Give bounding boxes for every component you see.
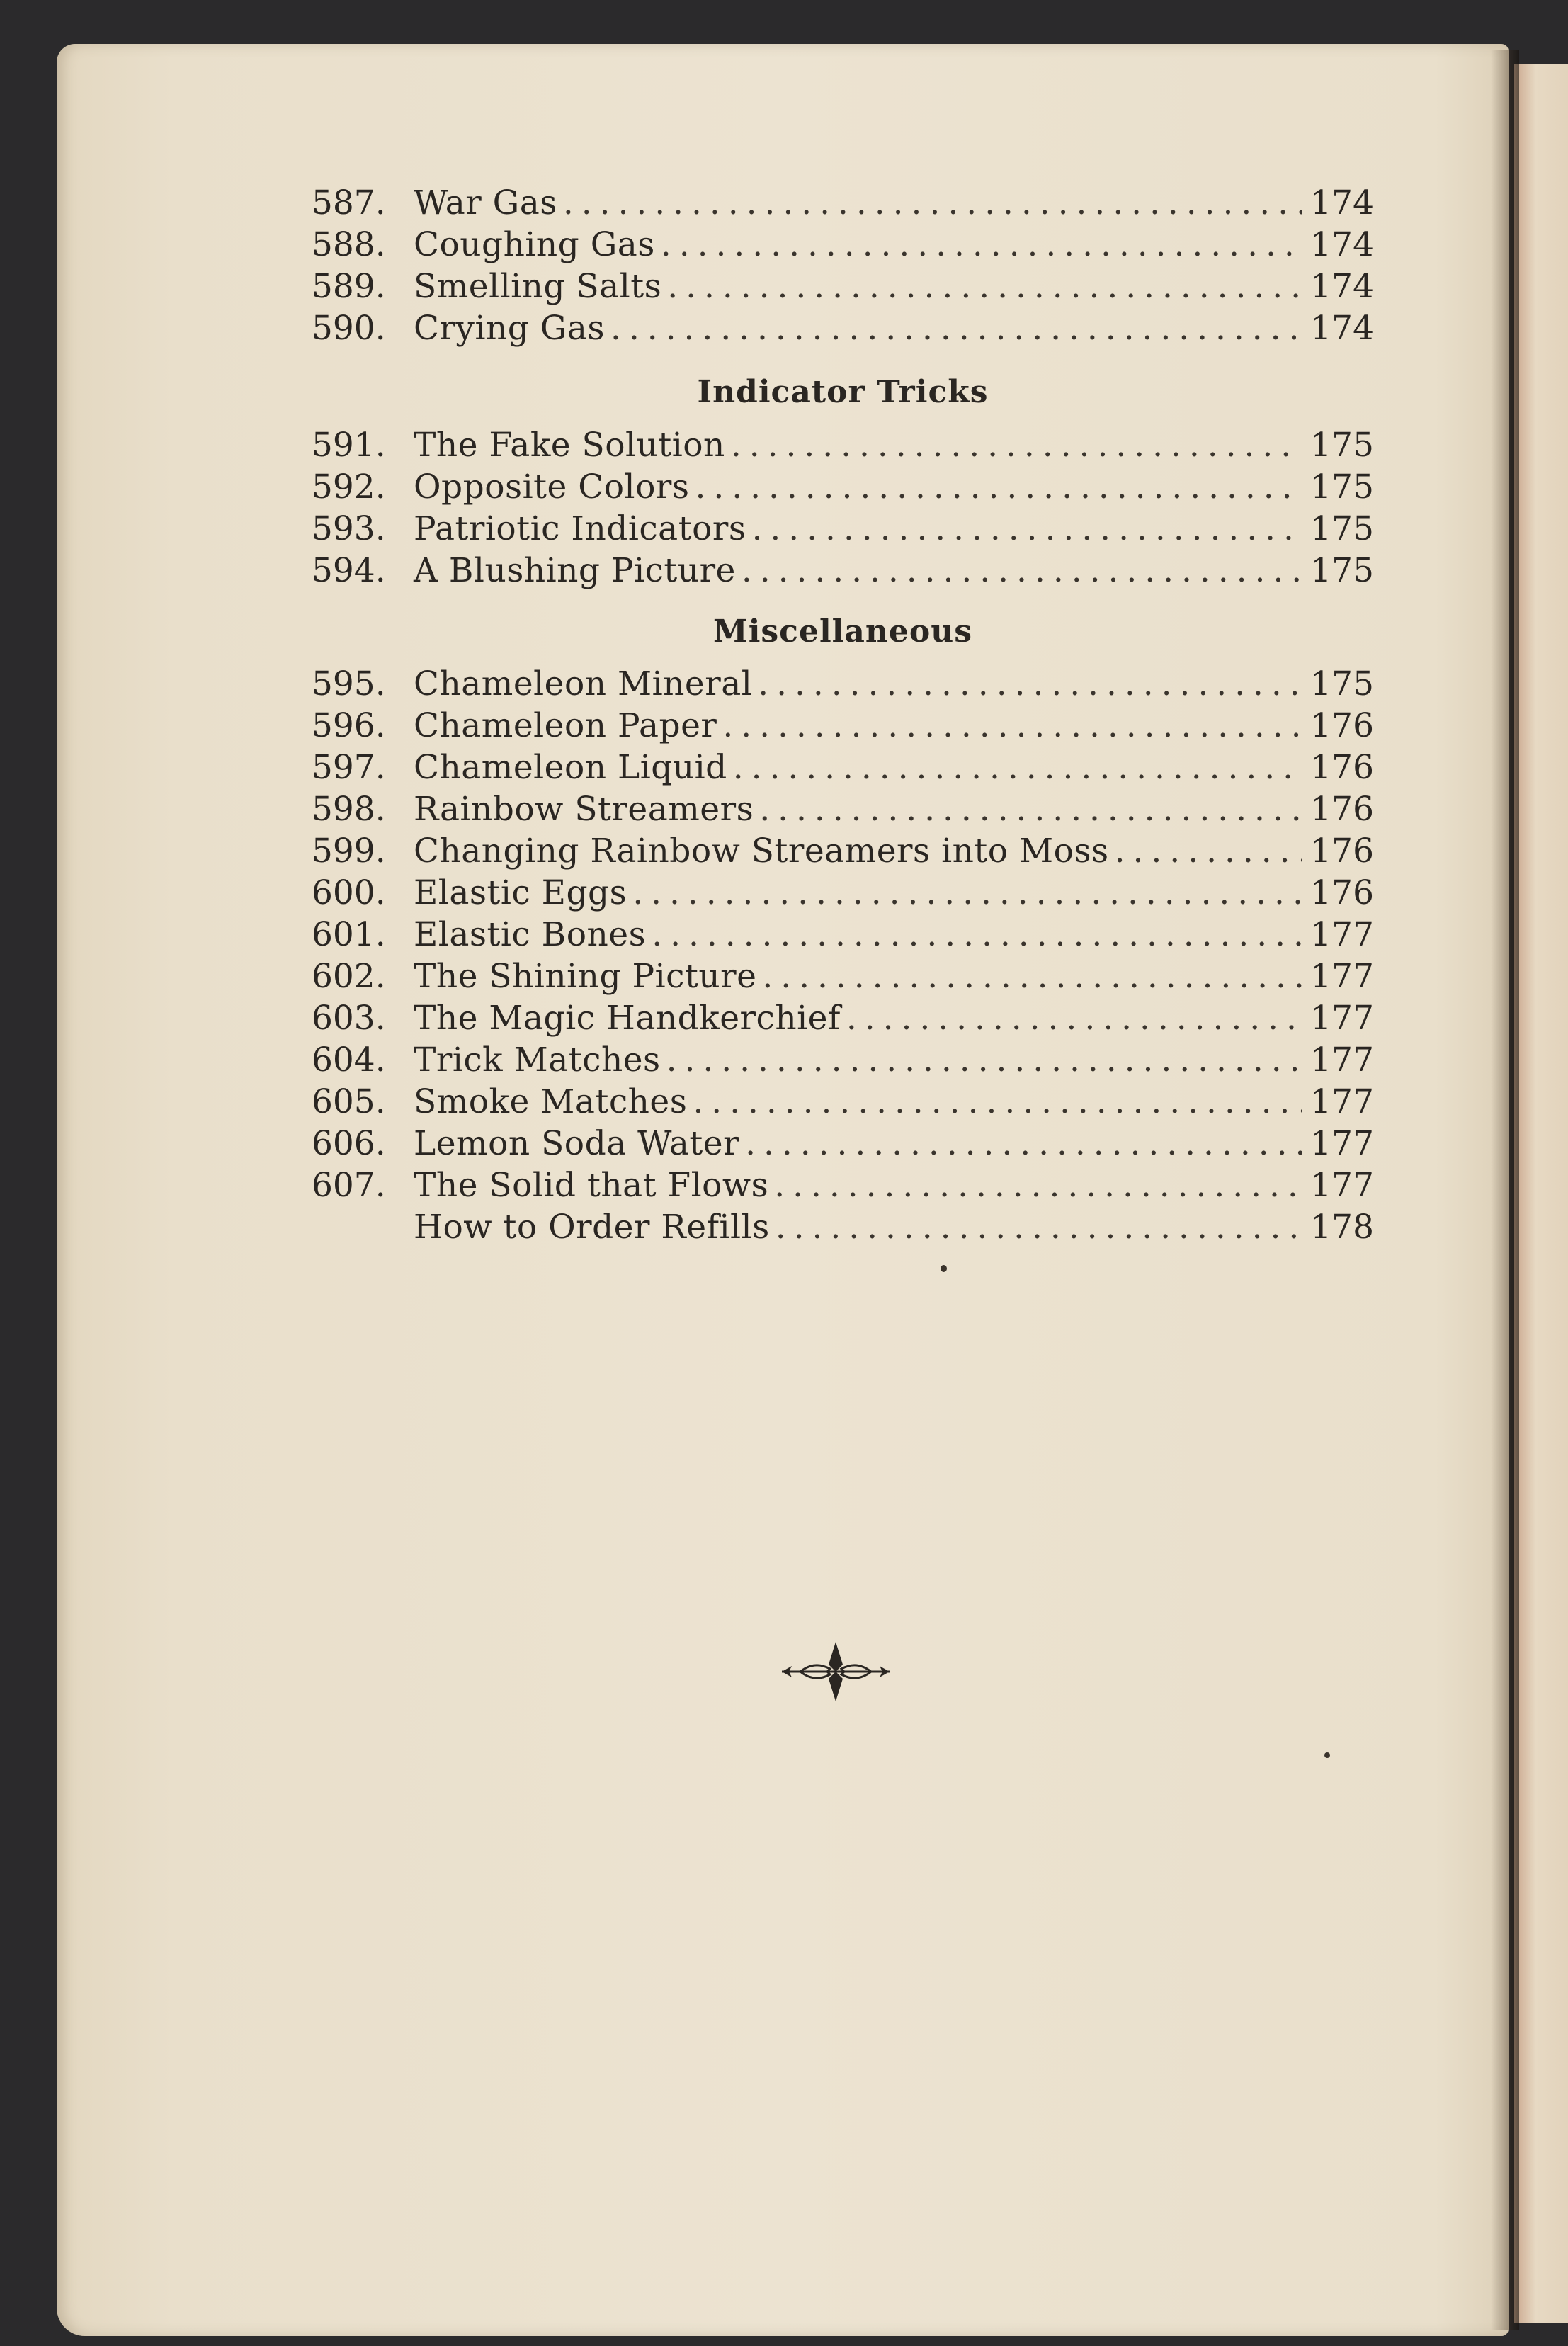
entry-number: 588.	[312, 225, 386, 264]
dot-leader	[563, 183, 1302, 224]
entry-page-number: 177	[1310, 1082, 1374, 1121]
entry-title: The Magic Handkerchief	[414, 999, 841, 1038]
toc-entry	[312, 914, 1374, 956]
dot-leader	[751, 509, 1302, 550]
entry-title: Rainbow Streamers	[414, 790, 754, 829]
entry-page-number: 177	[1310, 999, 1374, 1038]
entry-page-number: 174	[1310, 267, 1374, 306]
entry-page-number: 177	[1310, 915, 1374, 954]
fleuron-ornament-icon	[779, 1636, 892, 1707]
entry-page-number: 175	[1310, 468, 1374, 506]
dot-leader	[742, 550, 1302, 591]
entry-number: 594.	[312, 551, 386, 590]
dot-leader	[652, 914, 1302, 956]
toc-entry	[312, 225, 1374, 266]
entry-number: 605.	[312, 1082, 386, 1121]
entry-page-number: 174	[1310, 183, 1374, 222]
dot-leader	[759, 789, 1302, 830]
dot-leader	[695, 467, 1302, 508]
dot-leader	[758, 664, 1302, 705]
toc-entry	[312, 789, 1374, 830]
toc-entry	[312, 509, 1374, 550]
ink-speck	[1324, 1752, 1330, 1758]
dot-leader	[722, 706, 1302, 747]
dot-leader	[667, 266, 1302, 307]
dot-leader	[774, 1165, 1302, 1206]
entry-title: How to Order Refills	[414, 1208, 770, 1247]
entry-number: 599.	[312, 832, 386, 871]
entry-number: 602.	[312, 957, 386, 996]
toc-entry	[312, 550, 1374, 591]
toc-entry	[312, 956, 1374, 997]
entry-title: Smelling Salts	[414, 267, 662, 306]
ink-speck	[941, 1265, 947, 1272]
toc-entry	[312, 183, 1374, 224]
entry-number: 593.	[312, 509, 386, 548]
entry-number: 606.	[312, 1124, 386, 1163]
entry-title: Lemon Soda Water	[414, 1124, 740, 1163]
dot-leader	[846, 998, 1302, 1039]
entry-number: 596.	[312, 706, 386, 745]
entry-number: 590.	[312, 309, 386, 348]
entry-title: Chameleon Paper	[414, 706, 717, 745]
toc-entry	[312, 1123, 1374, 1164]
entry-page-number: 174	[1310, 309, 1374, 348]
entry-number: 591.	[312, 426, 386, 465]
dot-leader	[632, 873, 1302, 914]
entry-page-number: 177	[1310, 1124, 1374, 1163]
section-heading: Miscellaneous	[712, 613, 972, 650]
toc-entry	[312, 266, 1374, 307]
entry-page-number: 177	[1310, 957, 1374, 996]
entry-title: Crying Gas	[414, 309, 605, 348]
entry-title: Coughing Gas	[414, 225, 655, 264]
entry-title: Smoke Matches	[414, 1082, 688, 1121]
dot-leader	[762, 956, 1302, 997]
toc-entry	[312, 1207, 1374, 1248]
entry-title: Opposite Colors	[414, 468, 690, 506]
entry-number: 587.	[312, 183, 386, 222]
entry-page-number: 176	[1310, 706, 1374, 745]
entry-title: A Blushing Picture	[414, 551, 736, 590]
entry-page-number: 177	[1310, 1166, 1374, 1205]
toc-entry	[312, 747, 1374, 788]
entry-number: 601.	[312, 915, 386, 954]
entry-title: Trick Matches	[414, 1041, 661, 1080]
toc-entry	[312, 425, 1374, 466]
entry-page-number: 175	[1310, 551, 1374, 590]
toc-entry	[312, 664, 1374, 705]
dot-leader	[731, 425, 1302, 466]
entry-page-number: 176	[1310, 873, 1374, 912]
entry-number: 603.	[312, 999, 386, 1038]
dot-leader	[745, 1123, 1302, 1164]
entry-title: Chameleon Liquid	[414, 748, 727, 787]
dot-leader	[693, 1082, 1302, 1123]
entry-title: Chameleon Mineral	[414, 664, 753, 703]
entry-title: The Solid that Flows	[414, 1166, 769, 1205]
dot-leader	[661, 225, 1302, 266]
toc-entry	[312, 1040, 1374, 1081]
dot-leader	[733, 747, 1302, 788]
entry-page-number: 177	[1310, 1041, 1374, 1080]
toc-entry	[312, 467, 1374, 508]
entry-number: 595.	[312, 664, 386, 703]
dot-leader	[776, 1207, 1302, 1248]
entry-page-number: 176	[1310, 790, 1374, 829]
entry-title: Patriotic Indicators	[414, 509, 746, 548]
entry-page-number: 175	[1310, 664, 1374, 703]
entry-page-number: 176	[1310, 748, 1374, 787]
entry-title: The Fake Solution	[414, 426, 725, 465]
entry-page-number: 175	[1310, 509, 1374, 548]
section-heading: Indicator Tricks	[697, 374, 989, 410]
toc-entry	[312, 308, 1374, 349]
entry-page-number: 178	[1310, 1208, 1374, 1247]
entry-page-number: 175	[1310, 426, 1374, 465]
entry-number: 604.	[312, 1041, 386, 1080]
entry-number: 592.	[312, 468, 386, 506]
entry-page-number: 174	[1310, 225, 1374, 264]
toc-entry	[312, 831, 1374, 872]
dot-leader	[610, 308, 1302, 349]
entry-number: 598.	[312, 790, 386, 829]
entry-title: War Gas	[414, 183, 557, 222]
entry-title: The Shining Picture	[414, 957, 757, 996]
toc-entry	[312, 998, 1374, 1039]
entry-number: 600.	[312, 873, 386, 912]
entry-number: 607.	[312, 1166, 386, 1205]
entry-title: Elastic Eggs	[414, 873, 627, 912]
entry-title: Changing Rainbow Streamers into Moss	[414, 832, 1109, 871]
toc-entry	[312, 873, 1374, 914]
dot-leader	[666, 1040, 1302, 1081]
dot-leader	[1115, 831, 1302, 872]
entry-number: 589.	[312, 267, 386, 306]
toc-entry	[312, 1082, 1374, 1123]
entry-title: Elastic Bones	[414, 915, 647, 954]
toc-entry	[312, 706, 1374, 747]
entry-page-number: 176	[1310, 832, 1374, 871]
toc-entry	[312, 1165, 1374, 1206]
entry-number: 597.	[312, 748, 386, 787]
